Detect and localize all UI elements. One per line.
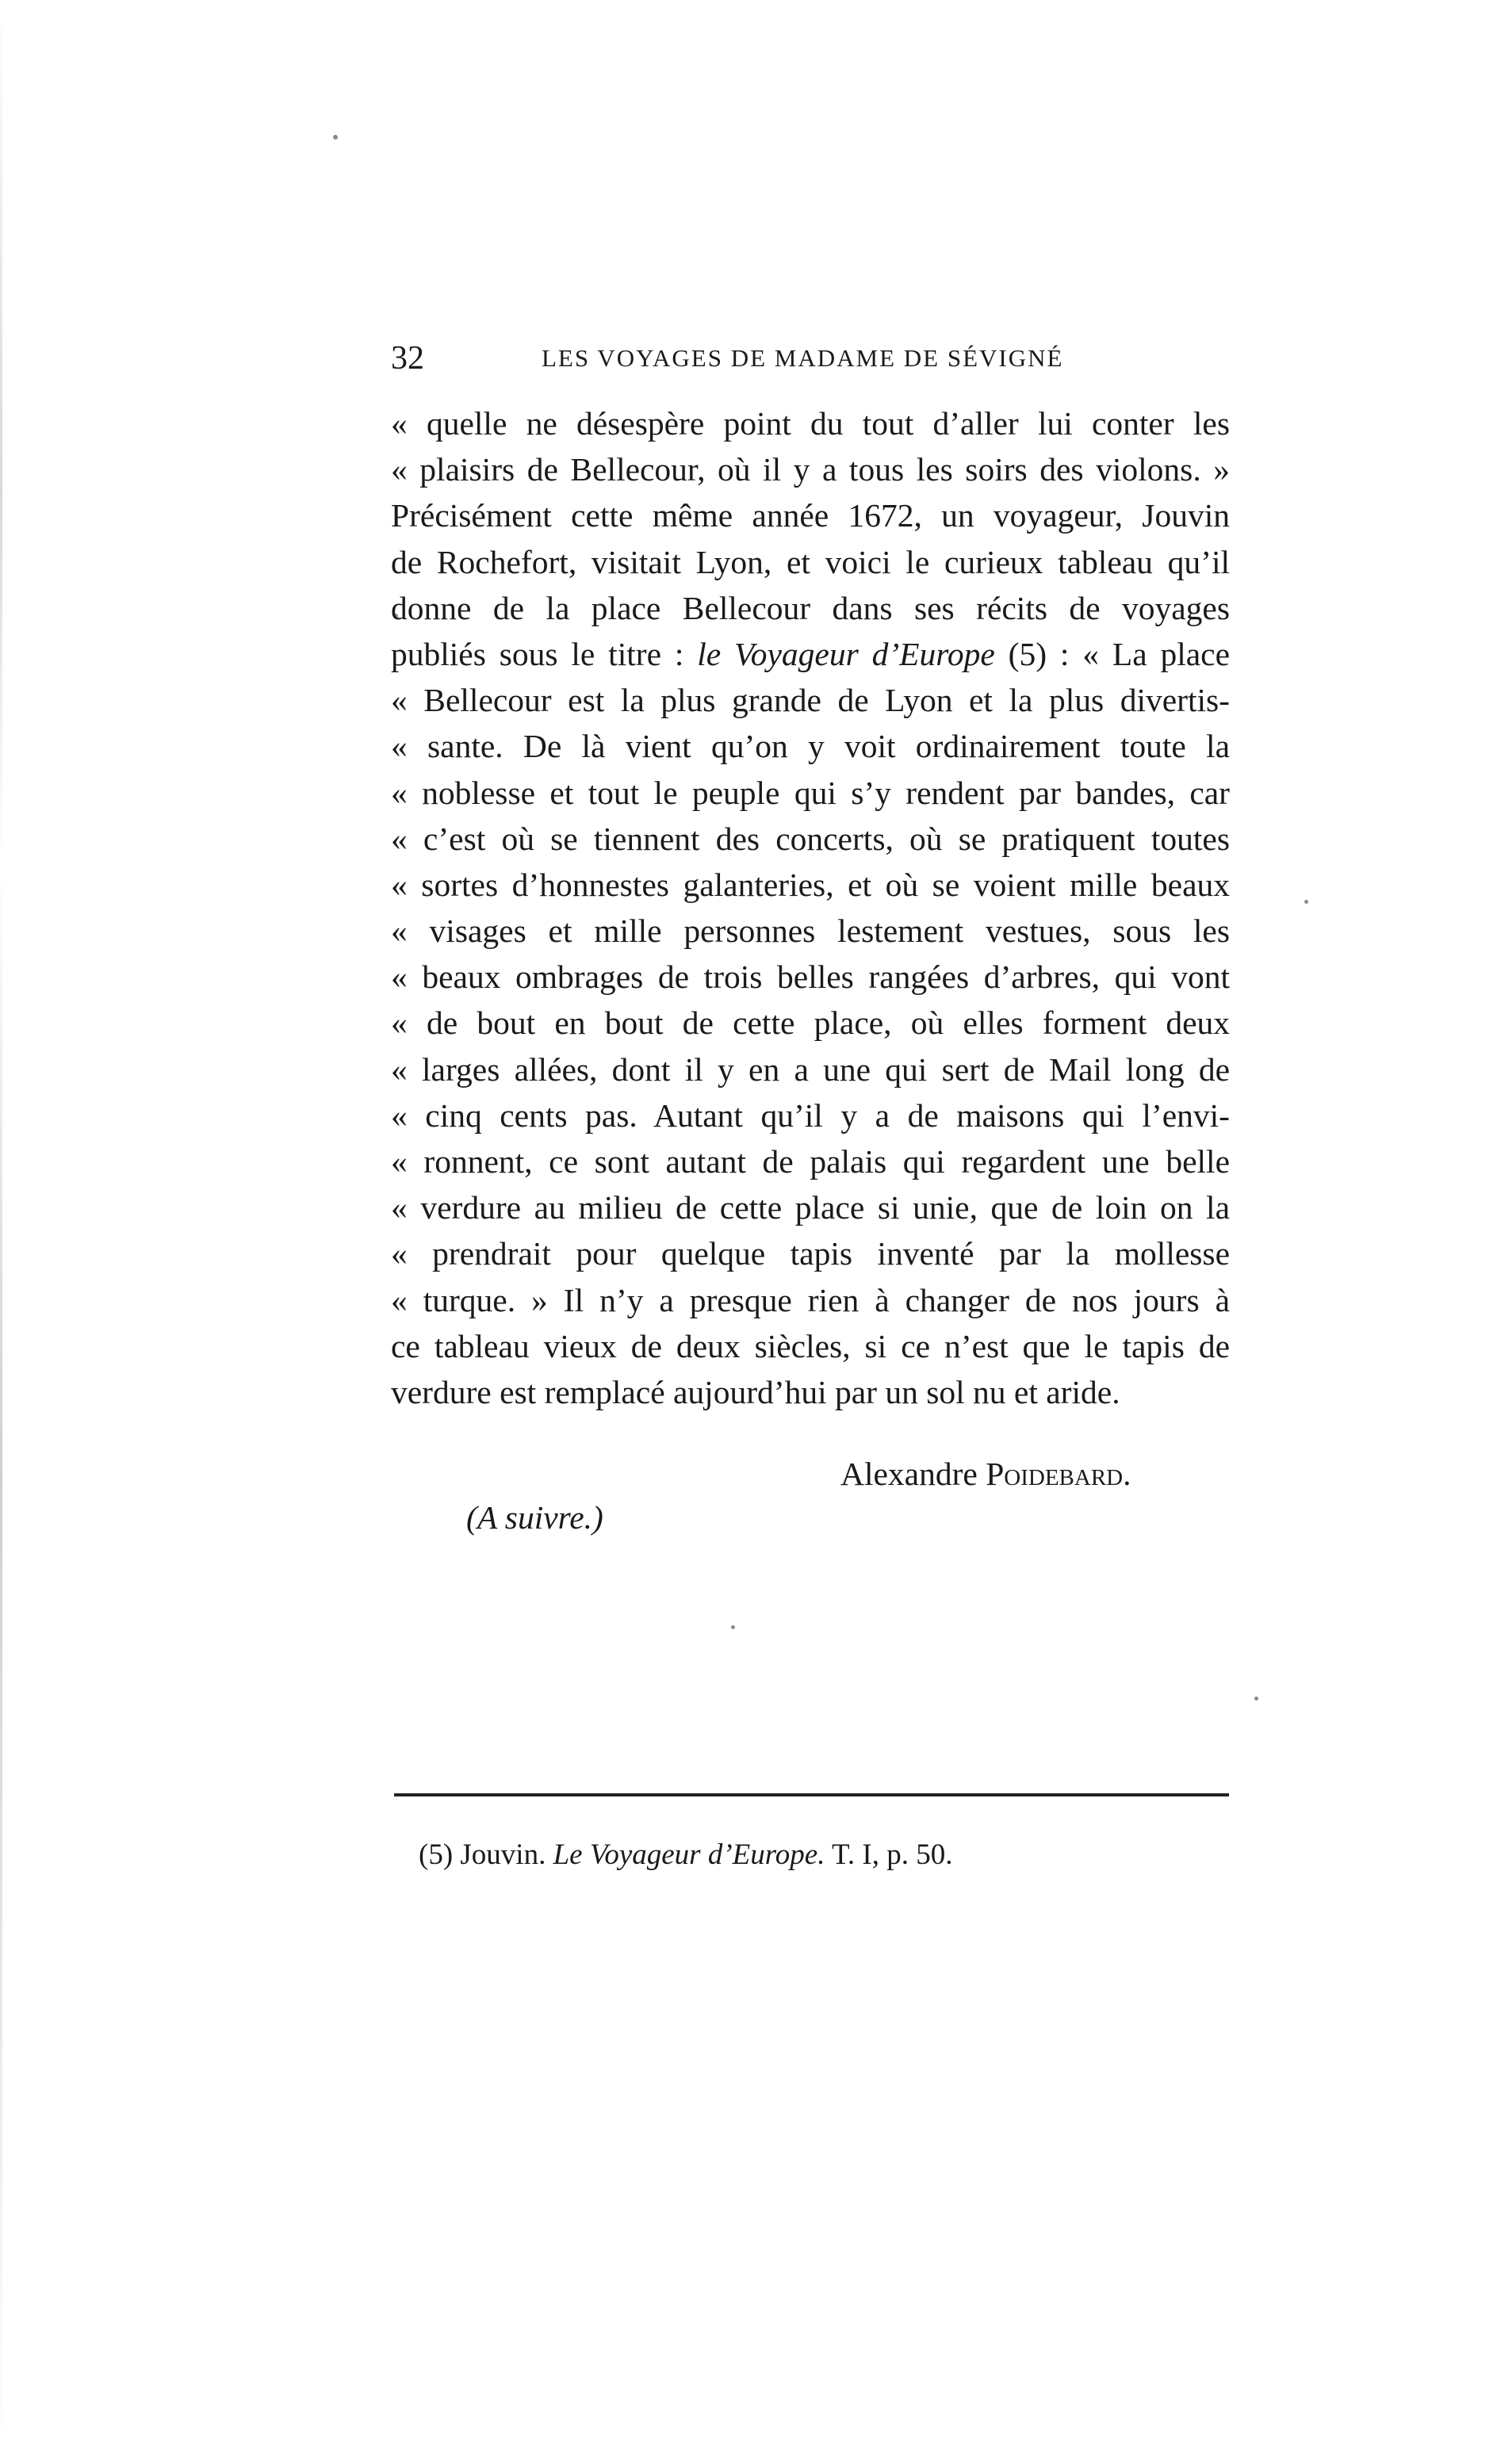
page-number: 32 <box>391 340 424 377</box>
author-signature <box>840 1455 1131 1493</box>
text-line: « larges allées, dont il y en a une qui sert de Mail long de <box>391 1050 1230 1088</box>
scan-speck <box>1304 900 1308 904</box>
scan-speck <box>333 135 338 140</box>
text-line: Précisément cette même année 1672, un voyageur, Jouvin <box>391 497 1230 534</box>
text-line: « verdure au milieu de cette place si unie, que de loin on la <box>391 1189 1230 1226</box>
text-line: « turque. » Il n’y a presque rien à changer de nos jours à <box>391 1281 1230 1318</box>
footnote-title: Le Voyageur d’Europe. <box>553 1838 825 1871</box>
text-line: « ronnent, ce sont autant de palais qui regardent une belle <box>391 1143 1230 1180</box>
to-be-continued-text: (A suivre.) <box>466 1499 603 1536</box>
page-header <box>391 339 1228 387</box>
footnote-divider <box>394 1793 1229 1796</box>
running-title: LES VOYAGES DE MADAME DE SÉVIGNÉ <box>542 344 1064 372</box>
footnote-reference: T. I, p. 50. <box>825 1838 953 1871</box>
book-title: le Voyageur d’Europe <box>697 635 995 672</box>
author-first-name: Alexandre <box>840 1456 986 1492</box>
text-line: ce tableau vieux de deux siècles, si ce n’est que le tapis de <box>391 1327 1230 1364</box>
text-line: « sante. De là vient qu’on y voit ordinairement toute la <box>391 728 1230 765</box>
text-segment: (5) : « La place <box>994 635 1230 672</box>
body-text <box>391 400 1230 1415</box>
to-be-continued <box>466 1498 603 1536</box>
text-line: « de bout en bout de cette place, où elles forment deux <box>391 1004 1230 1042</box>
text-line: de Rochefort, visitait Lyon, et voici le curieux tableau qu’il <box>391 543 1230 580</box>
text-segment: publiés sous le titre : <box>391 635 684 672</box>
text-line-with-title <box>391 631 1230 677</box>
footnote <box>419 1838 952 1872</box>
text-line: donne de la place Bellecour dans ses récits de voyages <box>391 589 1230 626</box>
text-line: « sortes d’honnestes galanteries, et où se voient mille beaux <box>391 866 1230 903</box>
text-line: « quelle ne désespère point du tout d’aller lui conter les <box>391 405 1230 442</box>
text-line: « beaux ombrages de trois belles rangées d’arbres, qui vont <box>391 958 1230 996</box>
text-line: « visages et mille personnes lestement vestues, sous les <box>391 913 1230 950</box>
footnote-marker: (5) Jouvin. <box>419 1838 553 1871</box>
scan-speck <box>1254 1697 1258 1701</box>
text-line: « c’est où se tiennent des concerts, où se pratiquent toutes <box>391 820 1230 857</box>
text-line: « cinq cents pas. Autant qu’il y a de maisons qui l’envi- <box>391 1096 1230 1134</box>
scan-edge-shadow <box>0 0 2 2464</box>
text-line: « Bellecour est la plus grande de Lyon et la plus divertis- <box>391 682 1230 719</box>
text-line: « prendrait pour quelque tapis inventé par la mollesse <box>391 1235 1230 1272</box>
text-line: « noblesse et tout le peuple qui s’y rendent par bandes, car <box>391 774 1230 811</box>
text-line: verdure est remplacé aujourd’hui par un sol nu et aride. <box>391 1373 1120 1410</box>
author-surname: Poidebard. <box>986 1456 1131 1492</box>
scan-speck <box>731 1625 735 1629</box>
text-line: « plaisirs de Bellecour, où il y a tous les soirs des violons. » <box>391 451 1230 488</box>
